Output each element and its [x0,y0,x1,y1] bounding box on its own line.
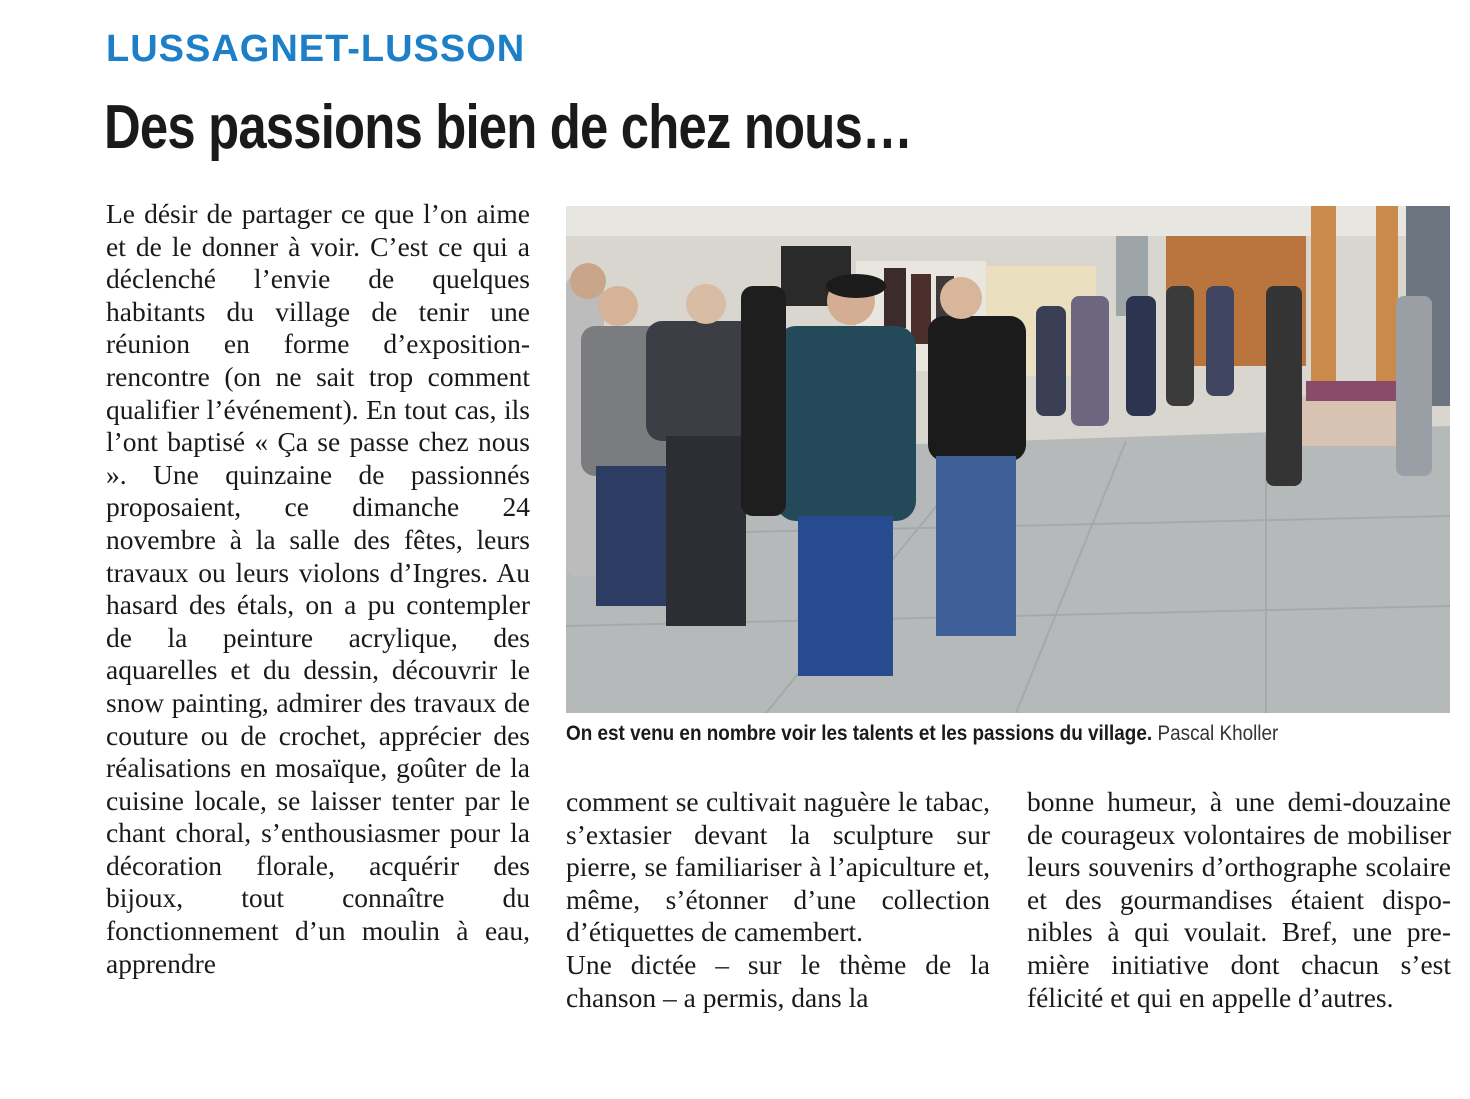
kicker-location: LUSSAGNET-LUSSON [106,28,526,70]
paragraph-4: bonne humeur, à une demi-douzaine de courageux volontaires de mobiliser leurs souvenirs d’orthographe scolaire et des gourmandises étaient disponibles à qui voulait. Bref, une première initiative dont chacun s’est félicité et qui en appelle d’autres. [1027,786,1451,1013]
photo-caption [566,722,1362,746]
article-column-3 [1027,786,1451,1014]
photo-credit: Pascal Kholler [1157,722,1279,745]
article-column-2 [566,786,990,1014]
headline: Des passions bien de chez nous… [104,93,913,162]
paragraph-3: Une dictée – sur le thème de la chanson – a permis, dans la [566,948,990,1013]
article-photo [566,206,1450,713]
paragraph-2: comment se cultivait naguère le tabac, s’extasier devant la sculpture sur pierre, se familiariser à l’apiculture et, même, s’étonner d’une collection d’étiquettes de camembert. [566,786,990,948]
caption-text: On est venu en nombre voir les talents et les passions du village. [566,722,1153,745]
paragraph-1: Le désir de partager ce que l’on aime et de le donner à voir. C’est ce qui a déclenché l’envie de quelques habitants du village de tenir une réunion en forme d’exposition-rencontre (on ne sait trop comment qualifier l’événement). En tout cas, ils l’ont baptisé « Ça se passe chez nous ». Une quinzaine de passionnés proposaient, ce dimanche 24 novembre à la salle des fêtes, leurs travaux ou leurs violons d’Ingres. Au hasard des étals, on a pu contempler de la peinture acrylique, des aquarelles et du dessin, découvrir le snow painting, admirer des travaux de couture ou de crochet, apprécier des réalisations en mosaïque, goûter de la cuisine locale, se laisser tenter par le chant choral, s’enthousiasmer pour la décoration florale, acquérir des bijoux, tout connaître du fonctionnement d’un moulin à eau, apprendre [106,198,530,979]
photo-illustration [566,206,1450,713]
article-column-1 [106,198,530,980]
